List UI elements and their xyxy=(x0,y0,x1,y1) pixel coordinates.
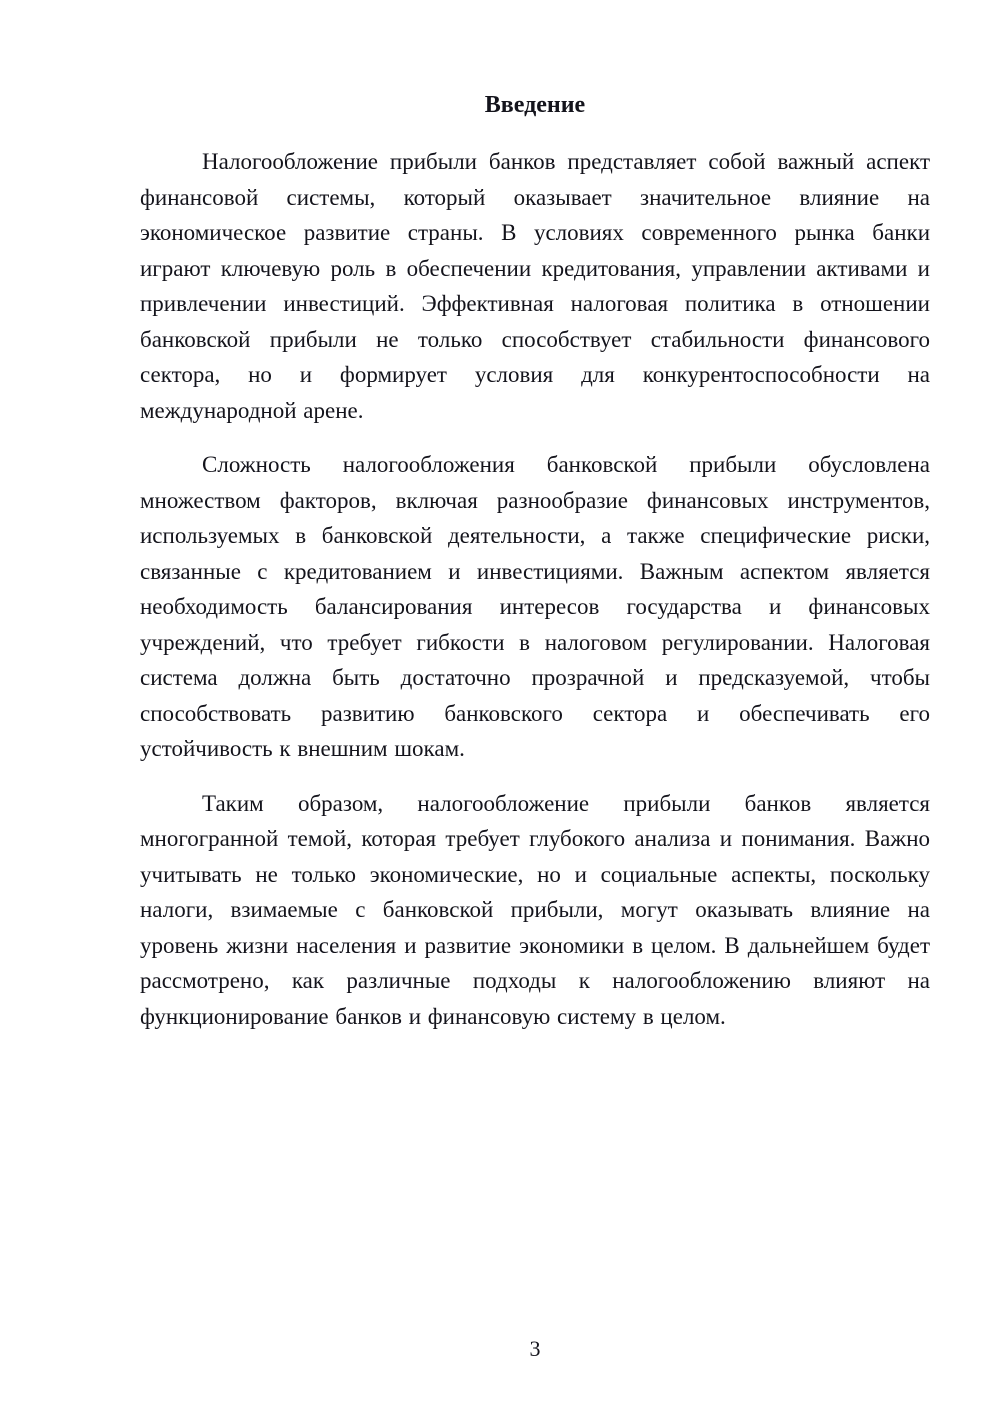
paragraph-intro-3: Таким образом, налогообложение прибыли банков является многогранной темой, которая требует глубокого анализа и понимания. Важно учитывать не только экономические, но и социальные аспекты, поскольку налоги, взимаемые с банковской прибыли, могут оказывать влияние на уровень жизни населения и развитие экономики в целом. В дальнейшем будет рассмотрено, как различные подходы к налогообложению влияют на функционирование банков и финансовую систему в целом. xyxy=(140,790,930,1029)
paragraph-intro-1: Налогообложение прибыли банков представляет собой важный аспект финансовой системы, который оказывает значительное влияние на экономическое развитие страны. В условиях современного рынка банки играют ключевую роль в обеспечении кредитования, управлении активами и привлечении инвестиций. Эффективная налоговая политика в отношении банковской прибыли не только способствует стабильности финансового сектора, но и формирует условия для конкурентоспособности на международной арене. xyxy=(140,149,930,423)
page-number: 3 xyxy=(529,1336,541,1361)
paragraph-intro-2: Сложность налогообложения банковской прибыли обусловлена множеством факторов, включая разнообразие финансовых инструментов, используемых в банковской деятельности, а также специфические риски, связанные с кредитованием и инвестициями. Важным аспектом является необходимость балансирования интересов государства и финансовых учреждений, что требует гибкости в налоговом регулировании. Налоговая система должна быть достаточно прозрачной и предсказуемой, чтобы способствовать развитию банковского сектора и обеспечивать его устойчивость к внешним шокам. xyxy=(140,452,930,761)
page-title: Введение xyxy=(484,92,586,118)
